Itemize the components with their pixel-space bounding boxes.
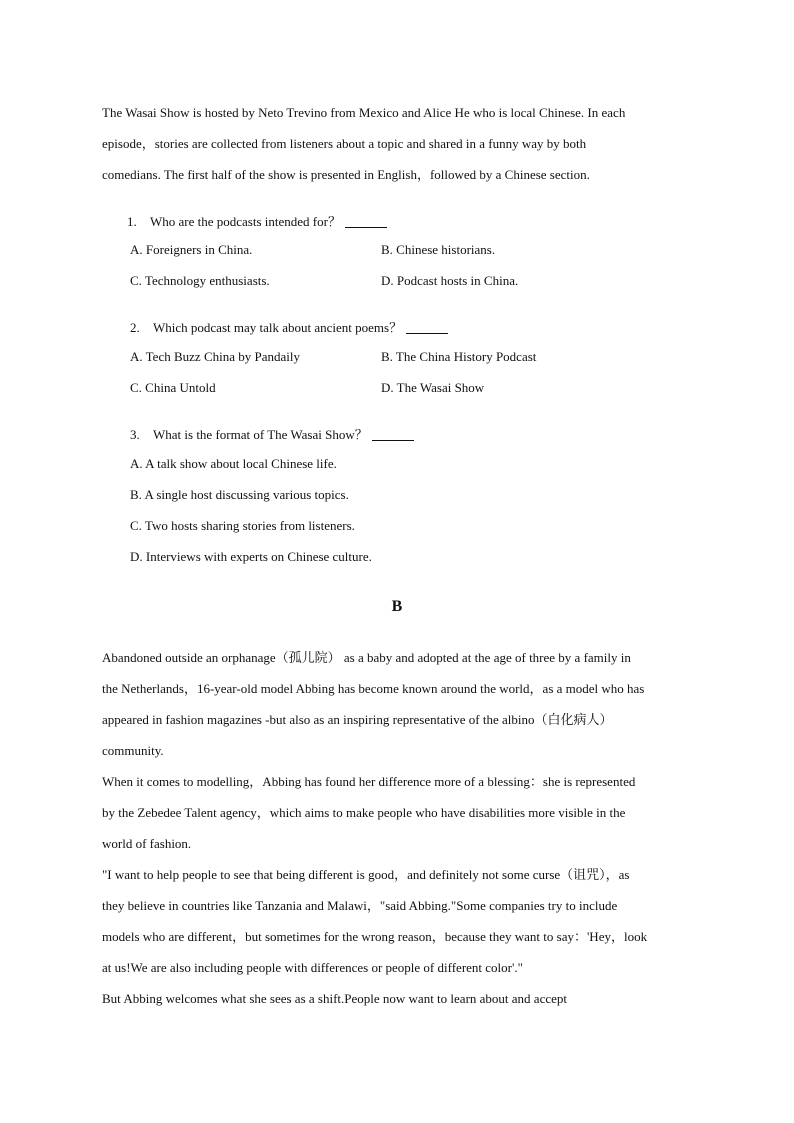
passage-b-line: community.	[102, 743, 164, 758]
answer-blank[interactable]	[345, 226, 387, 228]
section-heading: B	[391, 598, 403, 615]
option-c: C. Technology enthusiasts.	[130, 273, 270, 288]
passage-a-line: The Wasai Show is hosted by Neto Trevino from Mexico and Alice He who is local Chinese. In each	[102, 105, 626, 120]
question-number: 1.	[127, 214, 137, 229]
answer-blank[interactable]	[372, 439, 414, 441]
passage-b-line: they believe in countries like Tanzania and Malawi，"said Abbing."Some companies try to include	[102, 898, 618, 913]
option-d: D. Podcast hosts in China.	[381, 273, 519, 288]
passage-a-line: comedians. The first half of the show is presented in English，followed by a Chinese section.	[102, 167, 590, 182]
question-3	[130, 424, 414, 443]
question-number: 3.	[130, 427, 140, 442]
passage-a-line: episode，stories are collected from listeners about a topic and shared in a funny way by both	[102, 136, 587, 151]
passage-a	[102, 97, 702, 190]
option-b: B. The China History Podcast	[381, 349, 537, 364]
passage-b-line: But Abbing welcomes what she sees as a shift.People now want to learn about and accept	[102, 991, 567, 1006]
option-c: C. China Untold	[130, 380, 216, 395]
option-b: B. A single host discussing various topics.	[130, 487, 349, 502]
option-a: A. A talk show about local Chinese life.	[130, 456, 337, 471]
option-d: D. The Wasai Show	[381, 380, 485, 395]
option-b: B. Chinese historians.	[381, 242, 496, 257]
option-d: D. Interviews with experts on Chinese culture.	[130, 549, 372, 564]
question-text: Who are the podcasts intended for？	[150, 214, 341, 229]
question-2	[130, 317, 448, 336]
passage-b-line: When it comes to modelling，Abbing has found her difference more of a blessing：she is represented	[102, 774, 636, 789]
passage-b-line: "I want to help people to see that being different is good，and definitely not some curse（诅咒），as	[102, 867, 630, 882]
answer-blank[interactable]	[406, 332, 448, 334]
question-text: What is the format of The Wasai Show？	[153, 427, 368, 442]
passage-b-line: by the Zebedee Talent agency，which aims to make people who have disabilities more visible in the	[102, 805, 626, 820]
passage-b-line: appeared in fashion magazines -but also as an inspiring representative of the albino（白化病人）	[102, 712, 613, 727]
question-1	[127, 211, 387, 230]
passage-b-line: at us!We are also including people with differences or people of different color'."	[102, 960, 523, 975]
question-text: Which podcast may talk about ancient poems？	[153, 320, 403, 335]
passage-b-line: Abandoned outside an orphanage（孤儿院） as a baby and adopted at the age of three by a family in	[102, 650, 631, 665]
question-number: 2.	[130, 320, 140, 335]
passage-b-line: models who are different，but sometimes for the wrong reason，because they want to say：'Hey，look	[102, 929, 648, 944]
passage-b	[102, 642, 702, 1014]
option-c: C. Two hosts sharing stories from listeners.	[130, 518, 355, 533]
passage-b-line: world of fashion.	[102, 836, 192, 851]
option-a: A. Foreigners in China.	[130, 242, 253, 257]
option-a: A. Tech Buzz China by Pandaily	[130, 349, 300, 364]
passage-b-line: the Netherlands，16-year-old model Abbing has become known around the world，as a model who has	[102, 681, 645, 696]
